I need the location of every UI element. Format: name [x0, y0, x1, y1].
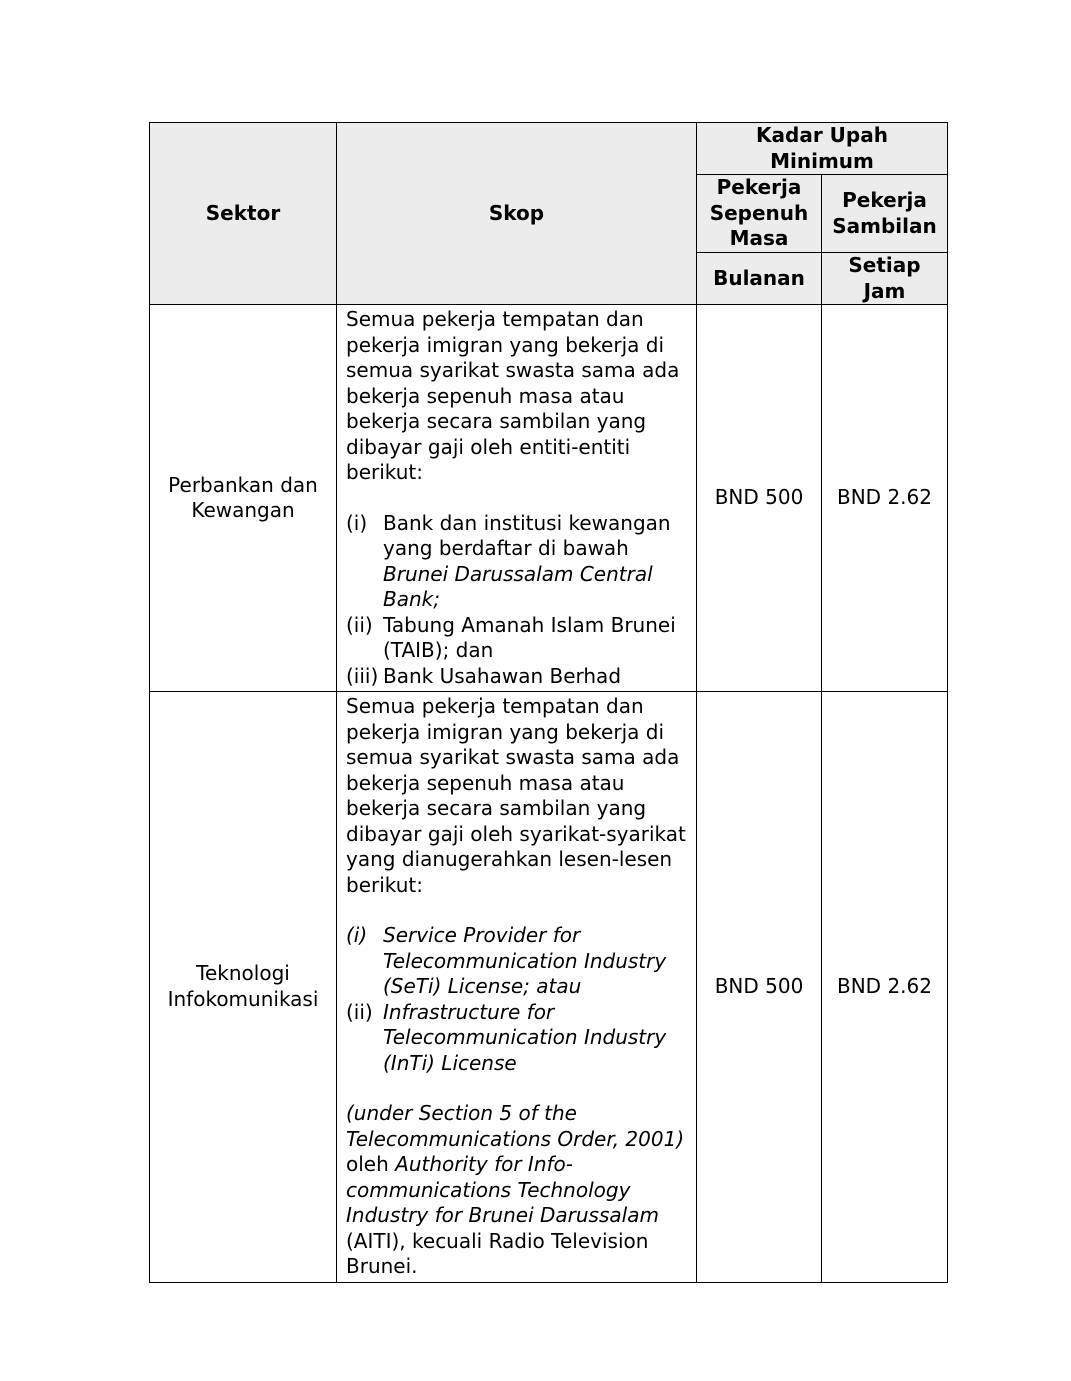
scope-list: [346, 923, 688, 1076]
header-full-time: Pekerja Sepenuh Masa: [697, 175, 822, 253]
monthly-wage: BND 500: [697, 305, 822, 692]
sector-cell: [150, 692, 337, 1283]
sector-name: Teknologi: [196, 961, 290, 986]
hourly-wage: BND 2.62: [822, 692, 948, 1283]
scope-intro: Semua pekerja tempatan dan pekerja imigran yang bekerja di semua syarikat swasta sama ada bekerja sepenuh masa atau bekerja secara sambilan yang dibayar gaji oleh entiti-entiti berikut:: [346, 307, 680, 484]
table-row: [150, 305, 948, 692]
monthly-wage: BND 500: [697, 692, 822, 1283]
sector-cell: [150, 305, 337, 692]
header-skop: Skop: [337, 123, 697, 305]
sector-name: Perbankan dan: [168, 472, 318, 497]
scope-intro: Semua pekerja tempatan dan pekerja imigran yang bekerja di semua syarikat swasta sama ada bekerja sepenuh masa atau bekerja secara sambilan yang dibayar gaji oleh syarikat-syarikat yang dianugerahkan lesen-lesen berikut:: [346, 694, 686, 897]
list-item: (i) Service Provider for Telecommunication Industry (SeTi) License; atau: [346, 923, 667, 998]
header-hourly: Setiap Jam: [822, 253, 948, 305]
header-part-time: Pekerja Sambilan: [822, 175, 948, 253]
list-item: (ii) Infrastructure for Telecommunication Industry (InTi) License: [346, 999, 667, 1075]
scope-cell: [337, 305, 697, 692]
list-item: (iii) Bank Usahawan Berhad: [346, 663, 622, 688]
scope-cell: [337, 692, 697, 1283]
list-item: (i) Bank dan institusi kewangan yang berdaftar di bawah Brunei Darussalam Central Bank;: [346, 510, 671, 611]
header-monthly: Bulanan: [697, 253, 822, 305]
table-row: [150, 692, 948, 1283]
header-sektor: Sektor: [150, 123, 337, 305]
hourly-wage: BND 2.62: [822, 305, 948, 692]
sector-name: Kewangan: [191, 498, 295, 522]
scope-closing: (under Section 5 of the Telecommunications Order, 2001) oleh Authority for Info-communications Technology Industry for Brunei Darussalam (AITI), kecuali Radio Television Brunei.: [346, 1101, 685, 1278]
minimum-wage-table: [149, 122, 948, 1283]
header-kadar-upah: Kadar Upah Minimum: [697, 123, 948, 175]
list-item: (ii) Tabung Amanah Islam Brunei (TAIB); dan: [346, 612, 676, 662]
scope-list: [346, 511, 688, 690]
sector-name: Infokomunikasi: [167, 986, 319, 1011]
